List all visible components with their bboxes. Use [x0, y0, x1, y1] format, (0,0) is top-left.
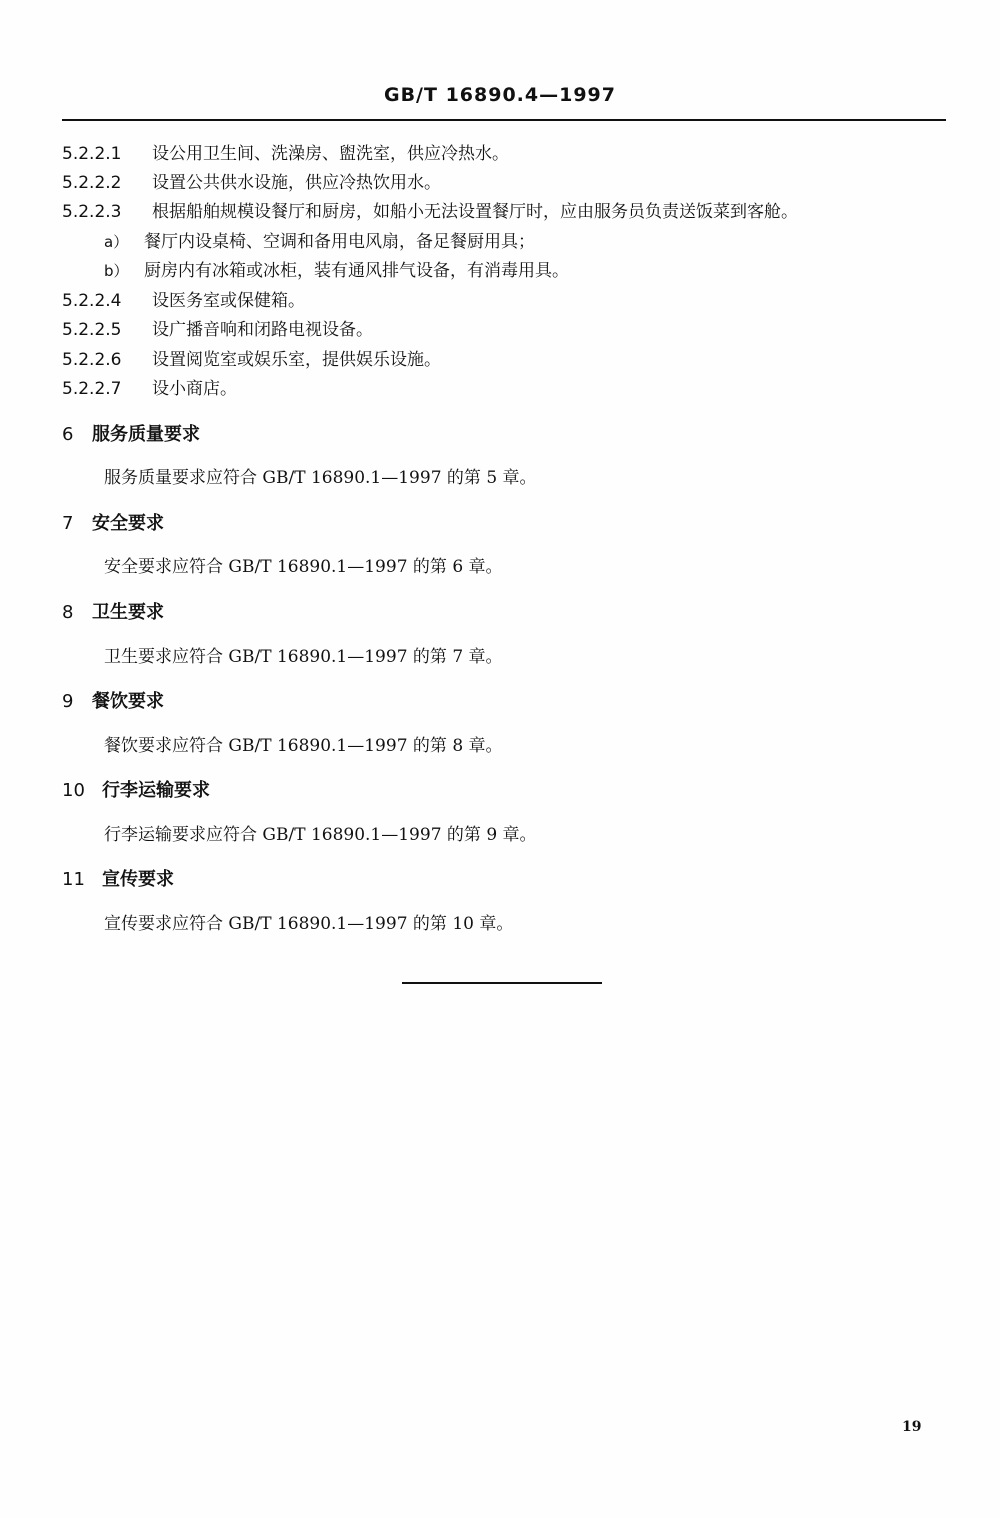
section-body-11	[104, 913, 513, 935]
clause-5-2-2-5	[62, 319, 373, 341]
clause-number: 5.2.2.1	[62, 144, 122, 164]
list-item-text: 厨房内有冰箱或冰柜，装有通风排气设备，有消毒用具。	[144, 261, 569, 281]
section-number: 6	[62, 424, 74, 445]
section-number: 9	[62, 691, 74, 712]
section-body-6	[104, 467, 537, 489]
clause-5-2-2-1	[62, 143, 509, 165]
section-text: 卫生要求应符合 GB/T 16890.1—1997 的第 7 章。	[104, 647, 503, 667]
section-title: 安全要求	[92, 513, 164, 534]
clause-5-2-2-7	[62, 378, 237, 400]
clause-text: 设广播音响和闭路电视设备。	[152, 320, 373, 340]
section-number: 8	[62, 602, 74, 623]
clause-text: 设小商店。	[152, 379, 237, 399]
section-body-8	[104, 646, 503, 668]
section-text: 服务质量要求应符合 GB/T 16890.1—1997 的第 5 章。	[104, 468, 537, 488]
list-item-b	[104, 260, 569, 282]
clause-text: 设置阅览室或娱乐室，提供娱乐设施。	[152, 350, 441, 370]
clause-number: 5.2.2.4	[62, 291, 122, 311]
clause-5-2-2-4	[62, 290, 305, 312]
clause-number: 5.2.2.7	[62, 379, 122, 399]
clause-5-2-2-6	[62, 349, 441, 371]
clause-text: 设医务室或保健箱。	[152, 291, 305, 311]
page-number: 19	[902, 1419, 922, 1435]
list-marker: b）	[104, 262, 129, 280]
section-title: 行李运输要求	[102, 780, 210, 801]
clause-number: 5.2.2.2	[62, 173, 122, 193]
clause-text: 设置公共供水设施，供应冷热饮用水。	[152, 173, 441, 193]
section-text: 安全要求应符合 GB/T 16890.1—1997 的第 6 章。	[104, 557, 503, 577]
clause-number: 5.2.2.6	[62, 350, 122, 370]
section-title: 服务质量要求	[92, 424, 200, 445]
page-header	[0, 84, 1000, 106]
standard-code: GB/T 16890.4—1997	[383, 84, 616, 106]
clause-number: 5.2.2.3	[62, 202, 122, 222]
list-item-text: 餐厅内设桌椅、空调和备用电风扇，备足餐厨用具；	[144, 232, 535, 252]
section-number: 11	[62, 869, 85, 890]
clause-text: 根据船舶规模设餐厅和厨房，如船小无法设置餐厅时，应由服务员负责送饭菜到客舱。	[152, 202, 798, 222]
section-body-10	[104, 824, 537, 846]
section-title: 餐饮要求	[92, 691, 164, 712]
section-heading-8	[62, 601, 164, 625]
clause-number: 5.2.2.5	[62, 320, 122, 340]
clause-5-2-2-2	[62, 172, 441, 194]
list-marker: a）	[104, 233, 129, 251]
section-text: 宣传要求应符合 GB/T 16890.1—1997 的第 10 章。	[104, 914, 514, 934]
header-rule	[62, 119, 946, 121]
section-body-9	[104, 735, 503, 757]
section-title: 卫生要求	[92, 602, 164, 623]
section-heading-11	[62, 868, 174, 892]
section-body-7	[104, 556, 503, 578]
section-heading-6	[62, 423, 200, 447]
clause-text: 设公用卫生间、洗澡房、盥洗室，供应冷热水。	[152, 144, 509, 164]
section-number: 10	[62, 780, 85, 801]
section-text: 餐饮要求应符合 GB/T 16890.1—1997 的第 8 章。	[104, 736, 503, 756]
section-heading-10	[62, 779, 210, 803]
section-title: 宣传要求	[102, 869, 174, 890]
section-text: 行李运输要求应符合 GB/T 16890.1—1997 的第 9 章。	[104, 825, 537, 845]
section-heading-7	[62, 512, 164, 536]
section-heading-9	[62, 690, 164, 714]
clause-5-2-2-3	[62, 201, 798, 223]
list-item-a	[104, 231, 535, 253]
end-of-document-rule	[402, 982, 602, 984]
section-number: 7	[62, 513, 74, 534]
